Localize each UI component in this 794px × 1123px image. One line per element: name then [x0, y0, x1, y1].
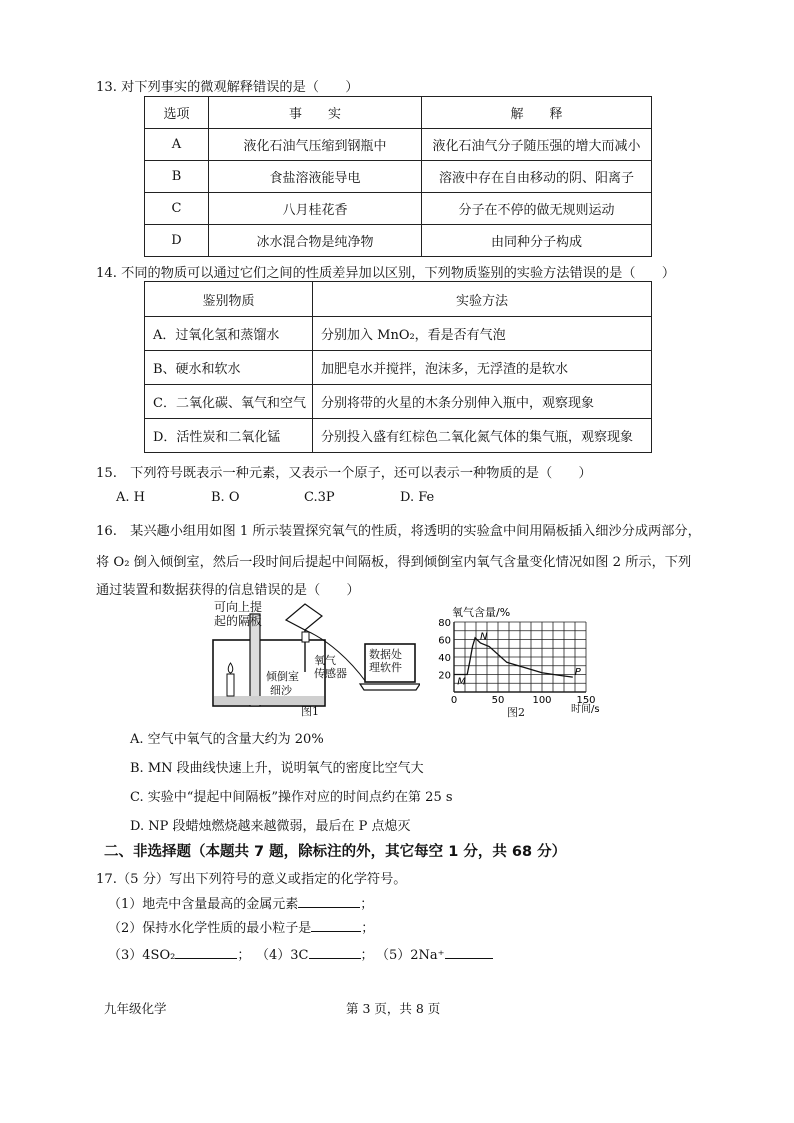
fig1-label-sensor-2: 传感器: [314, 667, 347, 680]
footer-page-number: 第 3 页，共 8 页: [346, 1001, 441, 1016]
q15-option-b: B. O: [211, 490, 240, 505]
table-row: [145, 161, 652, 193]
q15-option-c: C.3P: [304, 490, 335, 505]
q17-stem: 17.（5 分）写出下列符号的意义或指定的化学符号。: [96, 872, 407, 887]
x-tick-label: 100: [532, 695, 552, 706]
separator: ；: [360, 948, 374, 963]
table-row: [145, 419, 652, 453]
table-header: 实验方法: [313, 282, 652, 317]
q17-part2: [108, 917, 374, 936]
table-row: [145, 97, 652, 129]
x-tick-label: 50: [491, 695, 505, 706]
q15-option-d: D. Fe: [400, 490, 435, 505]
fig1-label-partition-2: 起的隔板: [214, 614, 263, 628]
chart-title: 氧气含量/%: [452, 606, 511, 619]
q16-option-b: B. MN 段曲线快速上升，说明氧气的密度比空气大: [130, 761, 424, 776]
answer-blank-4[interactable]: [309, 946, 361, 959]
q17-part2-text: （2）保持水化学性质的最小粒子是: [108, 921, 312, 936]
answer-blank-3[interactable]: [175, 946, 237, 959]
table-cell: C．二氧化碳、氧气和空气: [145, 385, 313, 419]
fig1-label-partition-1: 可向上提: [214, 600, 263, 614]
q17-part3: [108, 944, 250, 963]
y-tick-label: 80: [438, 618, 451, 629]
chart-grid: [454, 622, 586, 692]
q17-part4-text: （4）3C: [256, 948, 309, 963]
separator: ；: [237, 948, 251, 963]
table-row: [145, 282, 652, 317]
q16-option-a: A. 空气中氧气的含量大约为 20%: [130, 732, 324, 747]
q16-option-d: D. NP 段蜡烛燃烧越来越微弱，最后在 P 点熄灭: [130, 819, 411, 834]
y-tick-label: 60: [438, 635, 451, 647]
fig1-label-room: 倾倒室: [266, 670, 299, 683]
table-row: [145, 193, 652, 225]
table-row: [145, 129, 652, 161]
q17-part4: [256, 944, 374, 963]
table-cell: 冰水混合物是纯净物: [209, 225, 422, 257]
point-label-P: P: [574, 667, 581, 679]
y-tick-label: 40: [438, 653, 451, 664]
table-header: 选项: [145, 97, 209, 129]
fig1-label-software-1: 数据处: [369, 648, 402, 661]
fig1-label-software-2: 理软件: [369, 661, 402, 674]
chart-x-label: 时间/s: [571, 704, 600, 715]
q17-part5-text: （5）2Na⁺: [376, 948, 445, 963]
table-cell: 分别投入盛有红棕色二氧化氮气体的集气瓶，观察现象: [313, 419, 652, 453]
answer-blank-1[interactable]: [298, 895, 360, 908]
footer-subject: 九年级化学: [104, 1001, 167, 1016]
fig1-label-sand: 细沙: [270, 684, 292, 697]
table-cell: 分别将带的火星的木条分别伸入瓶中，观察现象: [313, 385, 652, 419]
separator: ；: [361, 921, 375, 936]
table-row: [145, 225, 652, 257]
table-cell: C: [145, 193, 209, 225]
table-cell: B: [145, 161, 209, 193]
q14-stem: 14. 不同的物质可以通过它们之间的性质差异加以区别，下列物质鉴别的实验方法错误的是（ ）: [96, 266, 676, 281]
table-header: 事 实: [209, 97, 422, 129]
fig1-caption: 图1: [301, 705, 319, 718]
fig2-caption: 图2: [507, 706, 525, 719]
point-label-M: M: [457, 676, 466, 688]
table-cell: 八月桂花香: [209, 193, 422, 225]
table-cell: 加肥皂水并搅拌，泡沫多，无浮渣的是软水: [313, 351, 652, 385]
figure-2-oxygen-chart: [430, 604, 610, 716]
q13-table: [144, 96, 652, 257]
q15-stem: 15. 下列符号既表示一种元素，又表示一个原子，还可以表示一种物质的是（ ）: [96, 466, 592, 481]
q16-line3: 通过装置和数据获得的信息错误的是（ ）: [96, 583, 360, 598]
table-cell: 分别加入 MnO₂，看是否有气泡: [313, 317, 652, 351]
x-tick-label: 150: [576, 695, 596, 706]
x-tick-label: 0: [450, 695, 458, 706]
table-header: 解 释: [422, 97, 652, 129]
q17-part5: [376, 944, 493, 963]
chart-series-line: [454, 638, 573, 677]
table-row: [145, 317, 652, 351]
table-row: [145, 385, 652, 419]
table-cell: 由同种分子构成: [422, 225, 652, 257]
q17-part1-text: （1）地壳中含量最高的金属元素: [108, 897, 299, 912]
table-cell: 分子在不停的做无规则运动: [422, 193, 652, 225]
separator: ；: [360, 897, 374, 912]
table-cell: A．过氧化氢和蒸馏水: [145, 317, 313, 351]
table-cell: 溶液中存在自由移动的阴、阳离子: [422, 161, 652, 193]
table-cell: B、硬水和软水: [145, 351, 313, 385]
table-row: [145, 351, 652, 385]
table-cell: D．活性炭和二氧化锰: [145, 419, 313, 453]
table-cell: 液化石油气分子随压强的增大而减小: [422, 129, 652, 161]
point-label-N: N: [480, 631, 488, 643]
q16-line2: 将 O₂ 倒入倾倒室，然后一段时间后提起中间隔板，得到倾倒室内氧气含量变化情况如图 2 所示，下列: [96, 555, 692, 570]
q16-option-c: C. 实验中“提起中间隔板”操作对应的时间点约在第 25 s: [130, 790, 453, 805]
fig1-label-sensor-1: 氧气: [314, 654, 336, 667]
q14-table: [144, 281, 652, 453]
y-tick-label: 20: [438, 670, 451, 682]
table-header: 鉴别物质: [145, 282, 313, 317]
q17-part3-text: （3）4SO₂: [108, 948, 176, 963]
q16-line1: 16. 某兴趣小组用如图 1 所示装置探究氧气的性质，将透明的实验盒中间用隔板插入细沙分成两部分，: [96, 524, 701, 539]
table-cell: 食盐溶液能导电: [209, 161, 422, 193]
answer-blank-2[interactable]: [311, 919, 361, 932]
chart-y-ticks: [438, 618, 451, 682]
q15-option-a: A. H: [116, 490, 145, 505]
q13-stem: 13. 对下列事实的微观解释错误的是（ ）: [96, 80, 359, 95]
table-cell: A: [145, 129, 209, 161]
section-2-title: 二、非选择题（本题共 7 题，除标注的外，其它每空 1 分，共 68 分）: [104, 844, 567, 860]
q17-part1: [108, 893, 373, 912]
table-cell: D: [145, 225, 209, 257]
table-cell: 液化石油气压缩到钢瓶中: [209, 129, 422, 161]
answer-blank-5[interactable]: [445, 946, 493, 959]
